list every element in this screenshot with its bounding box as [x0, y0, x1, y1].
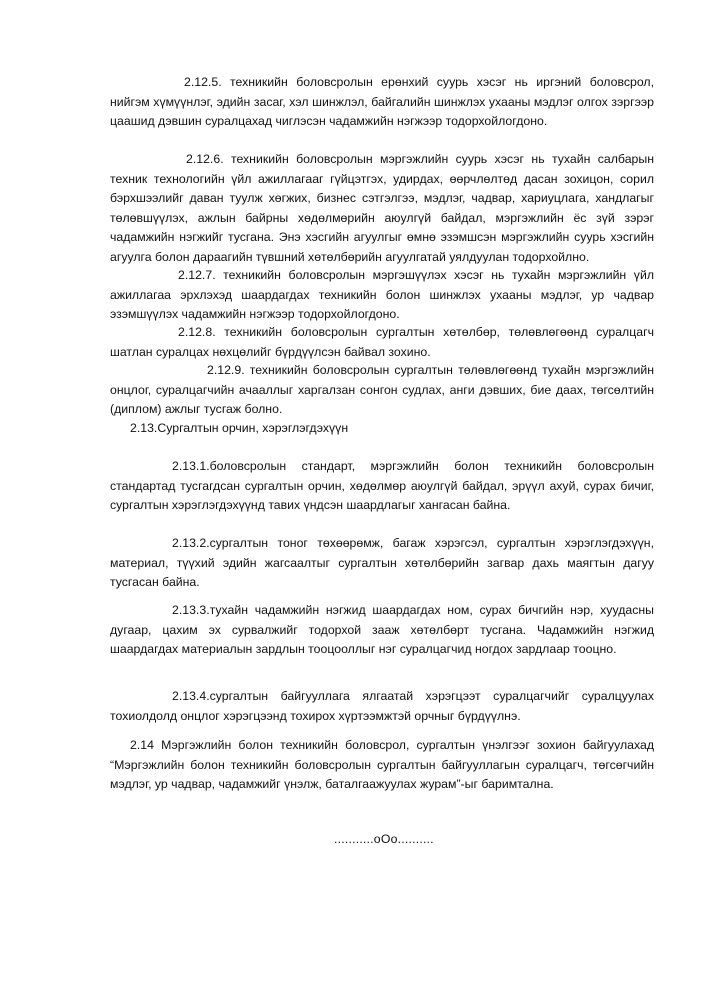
paragraph-2-12-8: 2.12.8. техникийн боловсролын сургалтын хөтөлбөр, төлөвлөгөөнд суралцагч шатлан суралцах нөхцөлийг бүрдүүлсэн байвал зохино.: [110, 325, 654, 359]
paragraph-2-12-9: 2.12.9. техникийн боловсролын сургалтын төлөвлөгөөнд тухайн мэргэжлийн онцлог, суралцагчийн ачааллыг харгалзан сонгон судлах, анги дэвших, бие даах, төгсөлтийн (диплом) ажлыг тусгаж болно.: [110, 363, 654, 416]
paragraph-2-12-6: 2.12.6. техникийн боловсролын мэргэжлийн суурь хэсэг нь тухайн салбарын техник технологийн үйл ажиллагааг гүйцэтгэх, удирдах, өөрчлөлтөд дасан зохицон, сорил бэрхшээлийг даван туулж хөгжих, бизнес сэтгэлгээ, мэдлэг, чадвар, хариуцлага, хандлагыг төлөвшүүлэх, ажлын байрны хөдөлмөрийн аюулгүй байдал, мэргэжлийн ёс зүй зэрэг чадамжийн нэгжийг тусгана. Энэ хэсгийн агуулгыг өмнө эзэмшсэн мэргэжлийн суурь хэсгийн агуулга болон дараагийн түвшний хөтөлбөрийн агуулгатай уялдуулан тодорхойлно.: [110, 152, 654, 264]
paragraph-2-12-5: 2.12.5. техникийн боловсролын ерөнхий суурь хэсэг нь иргэний боловсрол, нийгэм хүмүүнлэг, эдийн засаг, хэл шинжлэл, байгалийн шинжлэх ухааны мэдлэг олгох зэргээр цаашид дэвшин суралцахад чиглэсэн чадамжийн нэгжээр тодорхойлогдоно.: [110, 75, 654, 128]
paragraph-2-13-1: 2.13.1.боловсролын стандарт, мэргэжлийн болон техникийн боловсролын стандартад тусгагдсан сургалтын орчин, хөдөлмөр аюулгүй байдал, эрүүл ахуй, сурах бичиг, сургалтын хэрэглэгдэхүүнд тавих үндсэн шаардлагыг хангасан байна.: [110, 459, 654, 512]
paragraph-2-14: 2.14 Мэргэжлийн болон техникийн боловсрол, сургалтын үнэлгээг зохион байгуулахад “Мэргэжлийн болон техникийн боловсролын сургалтын байгууллагын суралцагч, төгсөгчийн мэдлэг, ур чадвар, чадамжийг үнэлж, баталгаажуулах журам”-ыг баримтална.: [110, 738, 654, 791]
paragraph-2-13-2: 2.13.2.сургалтын тоног төхөөрөмж, багаж хэрэгсэл, сургалтын хэрэглэгдэхүүн, материал, түүхий эдийн жагсаалтыг сургалтын хөтөлбөрийн загвар дахь маягтын дагуу тусгасан байна.: [110, 536, 654, 589]
document-closing-mark: ...........оОо..........: [334, 832, 434, 846]
paragraph-2-13-4: 2.13.4.сургалтын байгууллага ялгаатай хэрэгцээт суралцагчийг суралцуулах тохиолдолд онцлог хэрэгцээнд тохирох хүртээмжтэй орчныг бүрдүүлнэ.: [110, 689, 654, 723]
paragraph-2-13-3: 2.13.3.тухайн чадамжийн нэгжид шаардагдах ном, сурах бичгийн нэр, хуудасны дугаар, цахим эх сурвалжийг тодорхой зааж хөтөлбөрт тусгана. Чадамжийн нэгжид шаардагдах материалын зардлын тооцооллыг нэг суралцагчид ногдох зардлаар тооцно.: [110, 603, 654, 656]
paragraph-2-12-7: 2.12.7. техникийн боловсролын мэргэшүүлэх хэсэг нь тухайн мэргэжлийн үйл ажиллагаа эрхлэхэд шаардагдах техникийн болон шинжлэх ухааны мэдлэг, ур чадвар эзэмшүүлэх чадамжийн нэгжээр тодорхойлогдоно.: [110, 268, 654, 321]
section-heading-2-13: 2.13.Сургалтын орчин, хэрэглэгдэхүүн: [130, 421, 349, 435]
